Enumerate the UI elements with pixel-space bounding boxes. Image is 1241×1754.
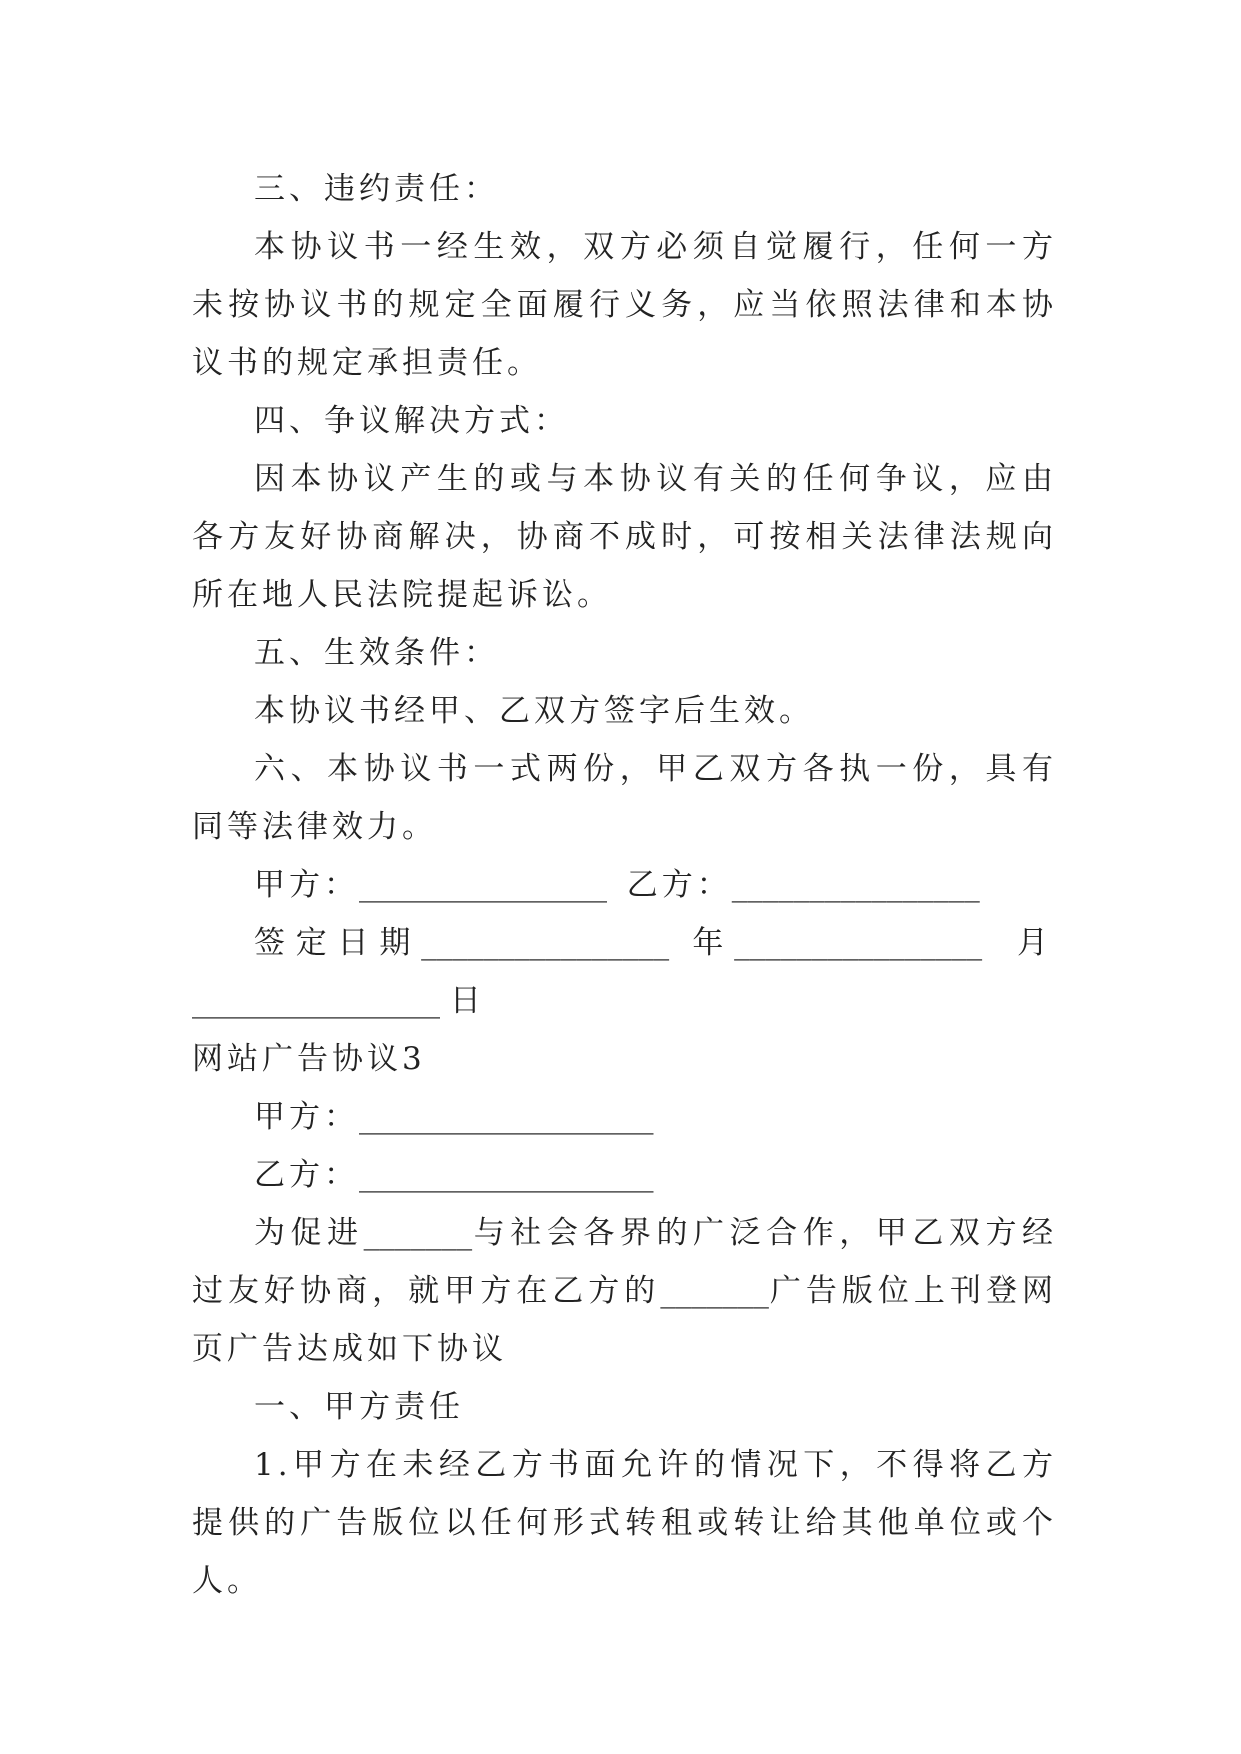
year-label: 年 bbox=[692, 925, 735, 961]
paragraph-copies: 六、本协议书一式两份，甲乙双方各执一份，具有同等法律效力。 bbox=[192, 751, 1057, 845]
party-a-line-label: 甲方： bbox=[254, 1099, 359, 1135]
signing-date-label: 签定日期 bbox=[254, 925, 422, 961]
day-blank: ________________ bbox=[192, 983, 440, 1019]
document-body bbox=[192, 160, 1057, 1610]
intro-paragraph bbox=[192, 1204, 1057, 1378]
signing-date-line bbox=[192, 914, 1057, 1030]
party-a-line-blank: ___________________ bbox=[359, 1099, 654, 1135]
intro-blank-2: _______ bbox=[660, 1273, 769, 1309]
paragraph-dispute-resolution: 因本协议产生的或与本协议有关的任何争议，应由各方友好协商解决，协商不成时，可按相关法律法规向所在地人民法院提起诉讼。 bbox=[192, 461, 1057, 613]
section-title: 网站广告协议3 bbox=[192, 1041, 426, 1077]
heading-effective-conditions: 五、生效条件： bbox=[254, 635, 499, 671]
clause-1: 1.甲方在未经乙方书面允许的情况下，不得将乙方提供的广告版位以任何形式转租或转让给其他单位或个人。 bbox=[192, 1447, 1057, 1599]
heading-breach-liability: 三、违约责任： bbox=[254, 171, 499, 207]
party-a-label: 甲方： bbox=[254, 867, 359, 903]
party-b-signature-blank: ________________ bbox=[731, 867, 980, 903]
party-b-line-blank: ___________________ bbox=[359, 1157, 654, 1193]
day-label: 日 bbox=[449, 983, 490, 1019]
paragraph-effective-conditions: 本协议书经甲、乙双方签字后生效。 bbox=[254, 693, 814, 729]
party-a-signature-blank: ________________ bbox=[359, 867, 607, 903]
clause-heading-party-a-duties: 一、甲方责任 bbox=[254, 1389, 464, 1425]
heading-dispute-resolution: 四、争议解决方式： bbox=[254, 403, 569, 439]
paragraph-breach-liability: 本协议书一经生效，双方必须自觉履行，任何一方未按协议书的规定全面履行义务，应当依照法律和本协议书的规定承担责任。 bbox=[192, 229, 1057, 381]
intro-part-1: 为促进 bbox=[254, 1215, 364, 1251]
intro-part-3: 广告版位上刊登网页广告达成如下协议 bbox=[192, 1273, 1058, 1367]
party-b-line bbox=[192, 1146, 1057, 1204]
intro-part-2: 与社会各界的广泛合作，甲乙双方经过友好协商，就甲方在乙方的 bbox=[192, 1215, 1058, 1309]
year-blank: ________________ bbox=[421, 925, 670, 961]
month-blank: ________________ bbox=[734, 925, 983, 961]
signature-line bbox=[192, 856, 1057, 914]
party-a-line bbox=[192, 1088, 1057, 1146]
month-label: 月 bbox=[1017, 925, 1058, 961]
intro-blank-1: _______ bbox=[363, 1215, 473, 1251]
party-b-line-label: 乙方： bbox=[254, 1157, 359, 1193]
party-b-label: 乙方： bbox=[626, 867, 732, 903]
